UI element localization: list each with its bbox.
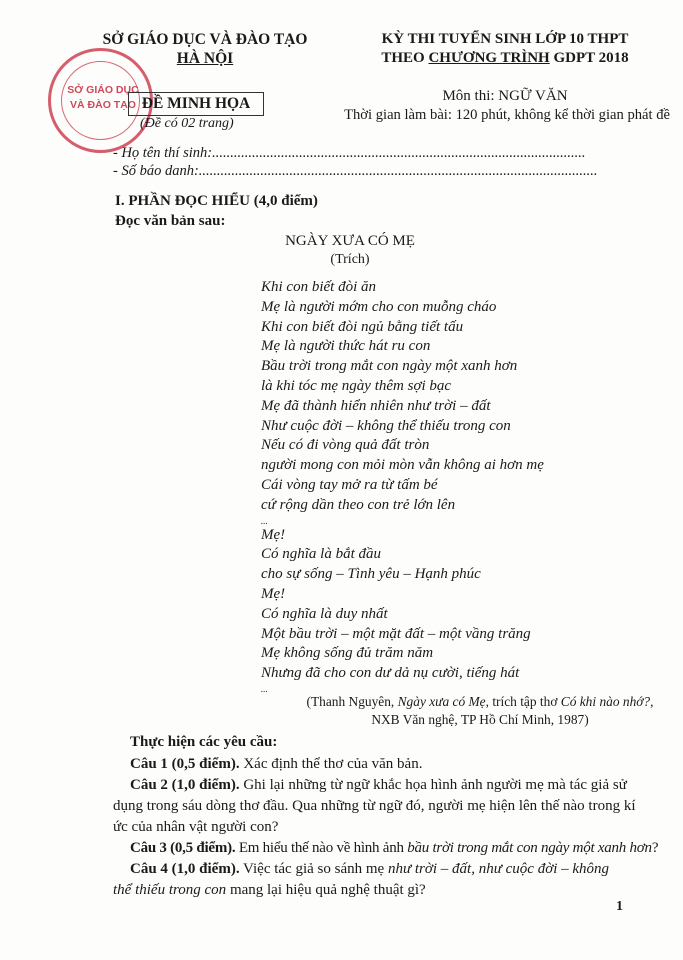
source-end: ,: [650, 694, 654, 709]
stamp-inner-line1: SỞ GIÁO DỤC: [67, 84, 139, 96]
candidate-id-field: - Số báo danh:..............................................................................................................: [113, 163, 598, 179]
stamp-inner-line2: VÀ ĐÀO TẠO: [70, 99, 136, 111]
source-publisher: NXB Văn nghệ, TP Hồ Chí Minh, 1987): [371, 712, 589, 727]
page-number: 1: [616, 899, 623, 914]
title-underlined: CHƯƠNG TRÌNH: [428, 50, 550, 66]
poem-ellipsis: ...: [261, 515, 268, 526]
poem-text: [261, 278, 544, 694]
pages-note: (Đề có 02 trang): [140, 116, 234, 131]
reading-instruction: Đọc văn bản sau:: [115, 213, 226, 229]
exam-title-line1: KỲ THI TUYỂN SINH LỚP 10 THPT: [381, 31, 629, 47]
department-name: SỞ GIÁO DỤC VÀ ĐÀO TẠO: [102, 31, 308, 48]
question-label: Câu 3 (0,5 điểm).: [130, 840, 236, 856]
question-text: Xác định thể thơ của văn bản.: [239, 756, 423, 772]
poem-line: Nhưng đã cho con dư dả nụ cười, tiếng hát: [261, 665, 520, 682]
question-2-line3: ức của nhân vật người con?: [113, 819, 279, 835]
poem-line: Có nghĩa là bắt đầu: [261, 546, 382, 563]
poem-line: Mẹ là người mớm cho con muỗng cháo: [261, 298, 497, 315]
title-prefix: THEO: [381, 50, 429, 66]
question-text: Việc tác giả so sánh mẹ: [239, 861, 388, 877]
poem-subtitle: (Trích): [330, 252, 370, 267]
question-4-line1: [130, 859, 609, 880]
exam-type-box: ĐỀ MINH HỌA: [128, 92, 264, 116]
exam-time: Thời gian làm bài: 120 phút, không kể thời gian phát đề: [344, 107, 670, 123]
poem-line: Có nghĩa là duy nhất: [261, 605, 388, 622]
poem-line: người mong con mỏi mòn vẫn không ai hơn mẹ: [261, 457, 544, 474]
exam-title: [340, 30, 670, 68]
source-author: (Thanh Nguyên,: [306, 694, 398, 709]
city-name: HÀ NỘI: [176, 50, 234, 67]
poem-line: Cái vòng tay mở ra từ tấm bé: [261, 476, 438, 493]
poem-line: Mẹ là người thức hát ru con: [261, 338, 431, 355]
source-mid: , trích tập thơ: [485, 694, 561, 709]
poem-ellipsis: ...: [261, 683, 268, 694]
poem-line: là khi tóc mẹ ngày thêm sợi bạc: [261, 377, 452, 394]
source-collection: Có khi nào nhớ?: [560, 694, 651, 709]
source-poem-name: Ngày xưa có Mẹ: [397, 694, 486, 709]
question-quote: thể thiếu trong con: [113, 882, 227, 898]
poem-line: Mẹ không sống đủ trăm năm: [261, 645, 434, 662]
poem-line: cho sự sống – Tình yêu – Hạnh phúc: [261, 566, 481, 583]
poem-source: [290, 693, 670, 729]
question-text: Em hiểu thế nào về hình ảnh: [235, 840, 408, 856]
poem-line: Một bầu trời – một mặt đất – một vầng trăng: [261, 625, 531, 642]
section-title: I. PHẦN ĐỌC HIỂU (4,0 điểm): [115, 193, 318, 209]
question-label: Câu 1 (0,5 điểm).: [130, 756, 240, 772]
question-4-line2: [113, 880, 426, 901]
poem-line: Mẹ!: [261, 585, 286, 602]
question-end: mang lại hiệu quả nghệ thuật gì?: [226, 882, 426, 898]
poem-line: Bầu trời trong mắt con ngày một xanh hơn: [261, 358, 518, 375]
question-label: Câu 2 (1,0 điểm).: [130, 777, 240, 793]
requirements-label: Thực hiện các yêu cầu:: [130, 734, 278, 750]
poem-line: Như cuộc đời – không thể thiếu trong con: [261, 417, 511, 434]
exam-subject: Môn thi: NGỮ VĂN: [442, 88, 568, 104]
question-3: [130, 838, 658, 859]
poem-line: cứ rộng dần theo con trẻ lớn lên: [261, 496, 456, 513]
question-1: [130, 754, 422, 775]
question-2-line2: dụng trong sáu dòng thơ đầu. Qua những từ ngữ đó, người mẹ hiện lên thế nào trong kí: [113, 798, 636, 814]
poem-line: Khi con biết đòi ăn: [261, 279, 376, 295]
question-2-line1: [130, 775, 627, 796]
question-end: ?: [651, 840, 659, 856]
issuing-authority: [90, 30, 320, 68]
poem-title: NGÀY XƯA CÓ MẸ: [285, 233, 415, 249]
poem-line: Nếu có đi vòng quả đất tròn: [261, 437, 430, 454]
exam-title-line2: [340, 49, 670, 68]
question-quote: bầu trời trong mắt con ngày một xanh hơn: [407, 840, 652, 856]
question-label: Câu 4 (1,0 điểm).: [130, 861, 240, 877]
poem-line: Mẹ đã thành hiển nhiên như trời – đất: [261, 397, 491, 414]
poem-line: Khi con biết đòi ngủ bằng tiết tấu: [261, 318, 464, 335]
title-suffix: GDPT 2018: [549, 50, 629, 66]
candidate-name-field: - Họ tên thí sinh:.......................................................................................................: [113, 145, 586, 161]
question-text: Ghi lại những từ ngữ khắc họa hình ảnh người mẹ mà tác giả sử: [239, 777, 627, 793]
question-quote: như trời – đất, như cuộc đời – không: [387, 861, 610, 877]
poem-line: Mẹ!: [261, 526, 286, 543]
source-line1: [290, 693, 670, 711]
